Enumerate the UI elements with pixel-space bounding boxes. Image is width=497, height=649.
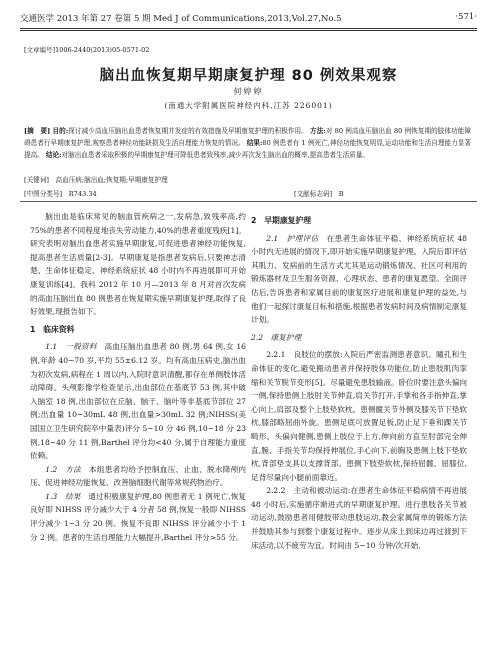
left-column	[30, 210, 246, 544]
section-1-2	[30, 463, 246, 490]
section-1-1-text: 高血压脑出血患者 80 例,男 64 例,女 16 例,年龄 40~70 岁,平均 55±6.12 岁。均有高血压病史,脑出血为初次发病,病程在 1 周以内,入院时意识清醒,都存在单侧肢体活动障碍。头颅影像学检查显示,出血部位在基底节 53 例,其中破入脑室 18 例,出血部位在丘脑、脑干、脑叶等非基底节部位 27 例;出血量 10~30mL 48 例,出血量>30mL 32 例;NIHSS(美国国立卫生研究院卒中量表)评分 5~10 分 46 例,10~18 分 23 例,18~40 分 11 例,Barthel 评分均<40 分,属于自理能力重度依赖。	[30, 342, 247, 461]
objective-label: 目的:	[52, 127, 69, 135]
running-header	[20, 12, 477, 26]
section-1-heading: 1 临床资料	[30, 324, 75, 334]
abstract-label: [摘 要]	[24, 127, 51, 135]
section-2-heading: 2 早期康复护理	[251, 216, 312, 225]
article-number: [文章编号]1006-2440(2013)05-0571-02	[24, 46, 150, 54]
author-affiliation: (南通大学附属医院神经内科,江苏 226001)	[164, 101, 333, 110]
section-2-2-heading: 2.2 康复护理	[251, 332, 302, 342]
header-rule-thin	[20, 30, 477, 31]
right-column	[251, 210, 467, 552]
methods-label: 方法:	[310, 127, 326, 135]
section-1-2-label: 1.2 方法	[45, 464, 82, 474]
conclusion-label: 结论:	[45, 151, 62, 160]
conclusion-text: 对脑出血患者采取积极的早期康复护理可降低患者致残率,减少再次发生脑出血的概率,提高患者生活质量。	[61, 151, 370, 160]
article-title: 脑出血恢复期早期康复护理 80 例效果观察	[99, 68, 398, 84]
methods-text: 对 80 例高血压脑出血 80 例恢复期的肢体功能障碍患者行早期康复护理,观察患者神经功能缺损及生活自理能力恢复的情况。	[24, 127, 472, 148]
intro-paragraph: 脑出血是临床常见的脑血管疾病之一,发病急,致残率高,约 75%的患者不同程度地丧失劳动能力,40%的患者重度残疾[1]。研究表明对脑出血患者实施早期康复,可促进患者神经功能恢复,提高患者生活质量[2-3]。早期康复是指患者发病后,只要神志清楚、生命体征稳定、神经系统症状 48 小时内不再进展即可开始康复训练[4]。我科 2012 年 10 月—2013 年 8 月对首次发病的高血压脑出血 80 例患者在恢复期实施早期康复护理,取得了良好效果,现报告如下。	[30, 212, 246, 317]
section-2-1-text: 在患者生命体征平稳、神经系统症状 48 小时内无进展的情况下,即开始实施早期康复护理。入院后即评估其肌力、发病前的生活方式尤其是运动锻炼情况、社区可利用的锻炼器材及卫生服务资源、心理状态、患者的康复愿望。全面评估后,告诉患者和家属目前的康复医疗进展和康复护理的益处,与他们一起探讨康复目标和措施,根据患者发病时间及病情制定康复计划。	[251, 233, 468, 325]
section-1-1	[30, 340, 246, 462]
journal-citation: 交通医学 2013 年第 27 卷第 5 期 Med J of Communications,2013,Vol.27,No.5	[20, 14, 342, 24]
section-2-1	[251, 232, 467, 327]
results-label: 结果:	[246, 139, 263, 148]
abstract-separator	[20, 201, 477, 202]
section-2-1-label: 2.1 护理评估	[266, 233, 319, 243]
section-2-2-1: 2.2.1 良肢位的摆放:入院后严密监测患者意识、瞳孔和生命体征的变化,避免搬动患者并保持肢体功能位,防止患肢肌肉挛缩和关节脱节变形[5]。尽量避免患肢输液。卧位时要注意头偏向一侧,保持患侧上肢肘关节伸直,肩关节打开,手掌和各手指伸直,掌心向上,肩部及整个上肢垫软枕。患侧髋关节外侧及膝关节下垫软枕,膝部略屈曲外旋。患侧足底可放置足板,防止足下垂和踝关节畸形。头偏向健侧,患侧上肢位于上方,伸向前方直至肘部完全伸直,腕、手指关节均保持伸展位,手心向下,前胸及患侧上肢下垫软枕,背部垫支具以支撑背部。患侧下肢垫软枕,保持屈髋、屈膝位,足背尽量向小腿前面靠近。	[251, 350, 467, 482]
page-number: ·571·	[455, 12, 477, 22]
header-rule	[20, 28, 477, 29]
keywords: [关键词] 高血压病;脑出血;恢复期;早期康复护理	[24, 176, 168, 184]
classification-line	[24, 188, 464, 198]
section-1-1-label: 1.1 一般资料	[45, 342, 97, 352]
abstract	[24, 125, 471, 162]
clc-number: [中图分类号] R743.34	[24, 190, 97, 198]
section-2-2-2: 2.2.2 主动和被动运动:在患者生命体征平稳病情不再进展 48 小时后,实施循序渐进式的早期康复护理。进行患肢各关节被动运动,鼓励患者用健肢带动患肢运动,教会家属简单的锻炼方法并鼓励其参与到整个康复过程中。逐步从床上到床边再过渡到下床活动,以不疲劳为宜。时间由 5~10 分钟/次开始,	[251, 486, 467, 550]
document-code: [文献标志码] B	[294, 190, 344, 198]
section-1-3-text: 通过积极康复护理,80 例患者无 1 例死亡,恢复良好即 NIHSS 评分减少大于 4 分者 58 例,恢复一般即 NIHSS 评分减少 1~3 分 20 例。恢复不良即 NIHSS 评分减少小于 1 分 2 例。患者的生活自理能力大幅提升,Barthel 评分>55 分。	[30, 491, 247, 542]
section-1-3-label: 1.3 结果	[45, 491, 81, 501]
section-1-2-text: 本组患者均给予控制血压、止血、脱水降颅内压、促进神经功能恢复、改善脑细胞代谢等常规药物治疗。	[30, 464, 247, 488]
objective-text: 探讨减少高血压脑出血患者恢复期并发症的有效措施及早期康复护理的积极作用。	[68, 127, 308, 135]
section-1-3	[30, 490, 246, 544]
results-text: 80 例患者有 1 例死亡,神经功能恢复明显,运动功能和生活自理能力显著提高。	[24, 139, 471, 160]
author-name: 何婷婷	[233, 87, 264, 96]
